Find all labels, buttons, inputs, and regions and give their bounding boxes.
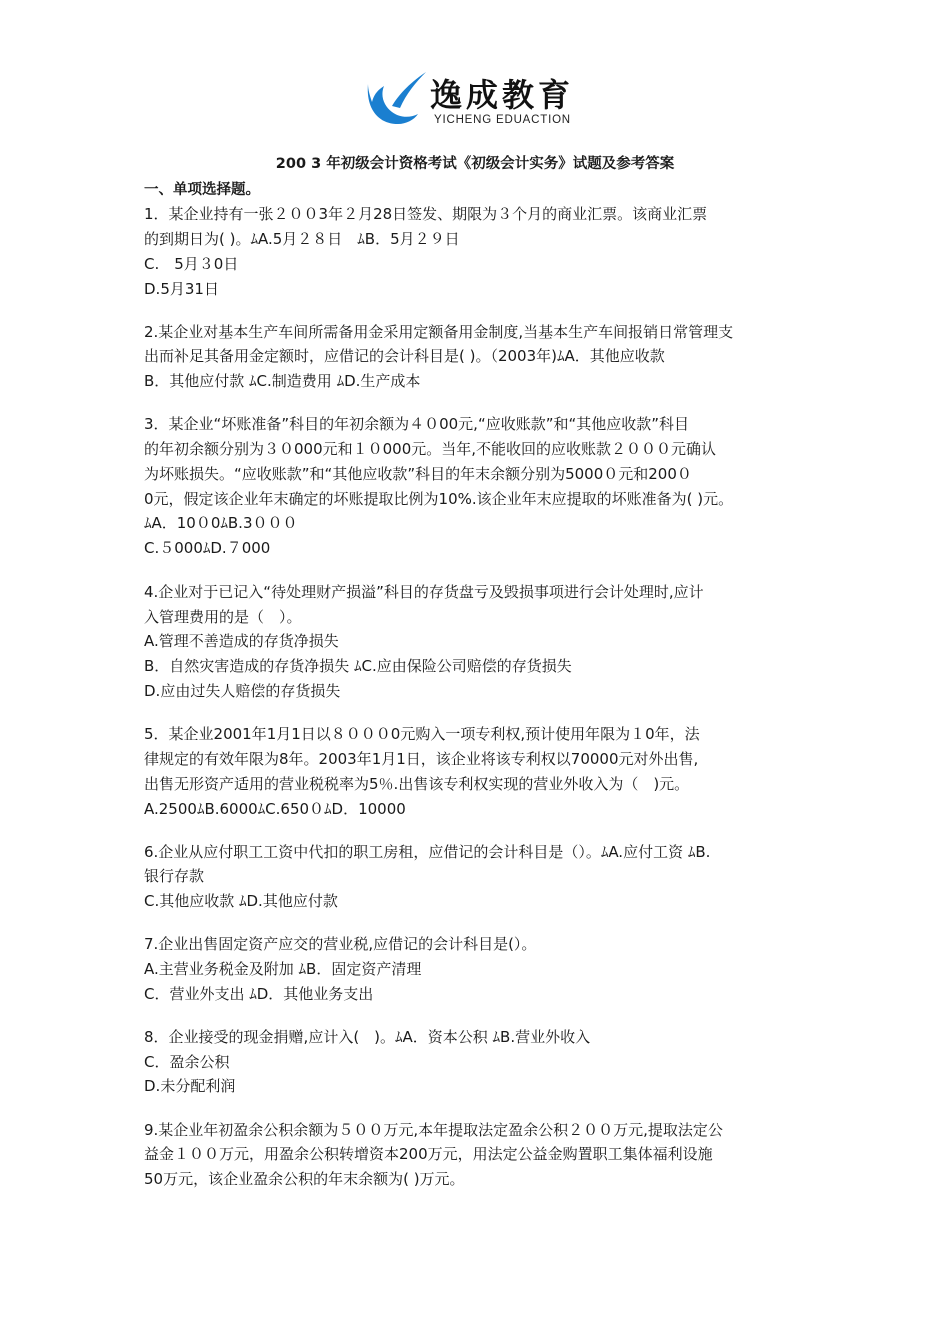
question-3-options-ab: ﾑA．10０0ﾑB.3０００: [144, 514, 298, 532]
logo-swoosh-icon: [362, 66, 430, 136]
section-heading: 一、单项选择题。: [144, 182, 260, 198]
question-3-options-cd: C.５000ﾑD.７000: [144, 539, 271, 557]
question-3-line-4: 0元，假定该企业年末确定的坏账提取比例为10%.该企业年末应提取的坏账准备为( )元。: [144, 490, 734, 508]
question-9-line-1: 9.某企业年初盈余公积余额为５００万元,本年提取法定盈余公积２００万元,提取法定公: [144, 1121, 723, 1139]
question-7-options-cd: C．营业外支出 ﾑD．其他业务支出: [144, 985, 374, 1003]
question-5-line-2: 律规定的有效年限为8年。2003年1月1日，该企业将该专利权以70000元对外出售,: [144, 750, 699, 768]
question-7-options-ab: A.主营业务税金及附加 ﾑB．固定资产清理: [144, 960, 422, 978]
logo-chinese-name: 逸成教育: [430, 76, 575, 114]
question-1-line-1: 1．某企业持有一张２００3年２月28日签发、期限为３个月的商业汇票。该商业汇票: [144, 205, 708, 223]
question-4-line-2: 入管理费用的是（ ）。: [144, 608, 302, 626]
question-8-option-d: D.未分配利润: [144, 1077, 236, 1095]
question-5-line-1: 5．某企业2001年1月1日以８０００0元购入一项专利权,预计使用年限为１0年，法: [144, 725, 700, 743]
question-9-line-2: 益金１００万元，用盈余公积转增资本200万元，用法定公益金购置职工集体福利设施: [144, 1145, 713, 1163]
question-2-line-1: 2.某企业对基本生产车间所需备用金采用定额备用金制度,当基本生产车间报销日常管理支: [144, 323, 734, 341]
question-2-line-3: B．其他应付款 ﾑC.制造费用 ﾑD.生产成本: [144, 372, 421, 390]
document-title: 200 3 年初级会计资格考试《初级会计实务》试题及参考答案: [275, 156, 675, 172]
question-1-option-c: C. 5月３0日: [144, 255, 239, 273]
question-1-option-d: D.5月31日: [144, 280, 219, 298]
question-1-line-2: 的到期日为( )。ﾑA.5月２８日 ﾑB．5月２９日: [144, 230, 460, 248]
question-6-options-cd: C.其他应收款 ﾑD.其他应付款: [144, 892, 338, 910]
question-6-line-2: 银行存款: [144, 867, 205, 885]
question-3-line-1: 3．某企业“坏账准备”科目的年初余额为４０00元,“应收账款”和“其他应收款”科目: [144, 415, 690, 433]
logo-english-name: YICHENG EDUACTION: [434, 114, 571, 126]
question-6-line-1: 6.企业从应付职工工资中代扣的职工房租，应借记的会计科目是（）。ﾑA.应付工资 ﾑB.: [144, 843, 711, 861]
question-4-option-d: D.应由过失人赔偿的存货损失: [144, 682, 341, 700]
question-4-options-bc: B．自然灾害造成的存货净损失 ﾑC.应由保险公司赔偿的存货损失: [144, 657, 572, 675]
question-7-line-1: 7.企业出售固定资产应交的营业税,应借记的会计科目是(）。: [144, 935, 537, 953]
question-4-option-a: A.管理不善造成的存货净损失: [144, 632, 339, 650]
question-4-line-1: 4.企业对于已记入“待处理财产损溢”科目的存货盘亏及毁损事项进行会计处理时,应计: [144, 583, 704, 601]
question-8-option-c: C．盈余公积: [144, 1053, 230, 1071]
question-5-options: A.2500ﾑB.6000ﾑC.650０ﾑD．10000: [144, 800, 406, 818]
brand-logo: [362, 66, 590, 136]
question-9-line-3: 50万元，该企业盈余公积的年末余额为( )万元。: [144, 1170, 465, 1188]
question-3-line-3: 为坏账损失。“应收账款”和“其他应收款”科目的年末余额分别为5000０元和200０: [144, 465, 692, 483]
question-3-line-2: 的年初余额分别为３０000元和１０000元。当年,不能收回的应收账款２０００元确认: [144, 440, 717, 458]
question-5-line-3: 出售无形资产适用的营业税税率为5％.出售该专利权实现的营业外收入为（ )元。: [144, 775, 690, 793]
question-2-line-2: 出而补足其备用金定额时，应借记的会计科目是( )。（2003年)ﾑA．其他应收款: [144, 347, 665, 365]
question-8-line-1: 8．企业接受的现金捐赠,应计入( )。ﾑA．资本公积 ﾑB.营业外收入: [144, 1028, 591, 1046]
